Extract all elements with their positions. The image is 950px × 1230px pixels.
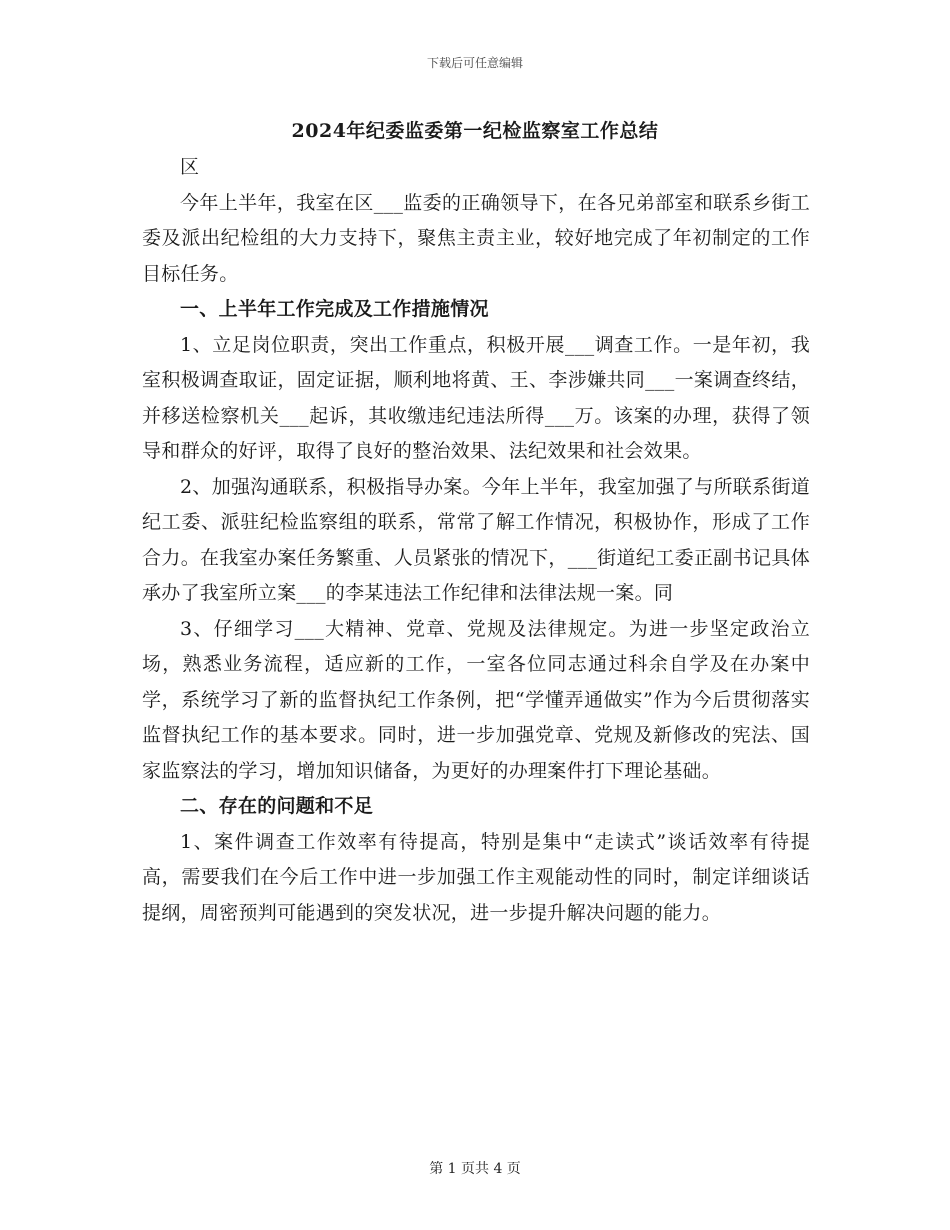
document-title: 2024年纪委监委第一纪检监察室工作总结 (291, 120, 659, 142)
page-footer: 第 1 页共 4 页 (429, 1161, 521, 1177)
section-heading-2: 二、存在的问题和不足 (180, 795, 374, 817)
section-heading-1: 一、上半年工作完成及工作措施情况 (180, 298, 489, 320)
paragraph-item-2: 2、加强沟通联系，积极指导办案。今年上半年，我室加强了与所联系街道纪工委、派驻纪检监察组的联系，常常了解工作情况，积极协作，形成了工作合力。在我室办案任务繁重、人员紧张的情况下，___街道纪工委正副书记具体承办了我室所立案___的李某违法工作纪律和法律法规一案。同 (142, 475, 810, 604)
document-body (142, 150, 810, 931)
header-note: 下载后可任意编辑 (426, 56, 523, 70)
paragraph-problem-1: 1、案件调查工作效率有待提高，特别是集中“走读式”谈话效率有待提高，需要我们在今后工作中进一步加强工作主观能动性的同时，制定详细谈话提纲，周密预判可能遇到的突发状况，进一步提升解决问题的能力。 (142, 830, 810, 924)
paragraph-item-1: 1、立足岗位职责，突出工作重点，积极开展___调查工作。一是年初，我室积极调查取证，固定证据，顺利地将黄、王、李涉嫌共同___一案调查终结，并移送检察机关___起诉，其收缴违纪违法所得___万。该案的办理，获得了领导和群众的好评，取得了良好的整治效果、法纪效果和社会效果。 (142, 333, 810, 462)
region-line: 区 (180, 156, 200, 178)
intro-paragraph: 今年上半年，我室在区___监委的正确领导下，在各兄弟部室和联系乡街工委及派出纪检组的大力支持下，聚焦主责主业，较好地完成了年初制定的工作目标任务。 (142, 191, 810, 285)
paragraph-item-3: 3、仔细学习___大精神、党章、党规及法律规定。为进一步坚定政治立场，熟悉业务流程，适应新的工作，一室各位同志通过科余自学及在办案中学，系统学习了新的监督执纪工作条例，把“学懂弄通做实”作为今后贯彻落实监督执纪工作的基本要求。同时，进一步加强党章、党规及新修改的宪法、国家监察法的学习，增加知识储备，为更好的办理案件打下理论基础。 (142, 617, 810, 782)
